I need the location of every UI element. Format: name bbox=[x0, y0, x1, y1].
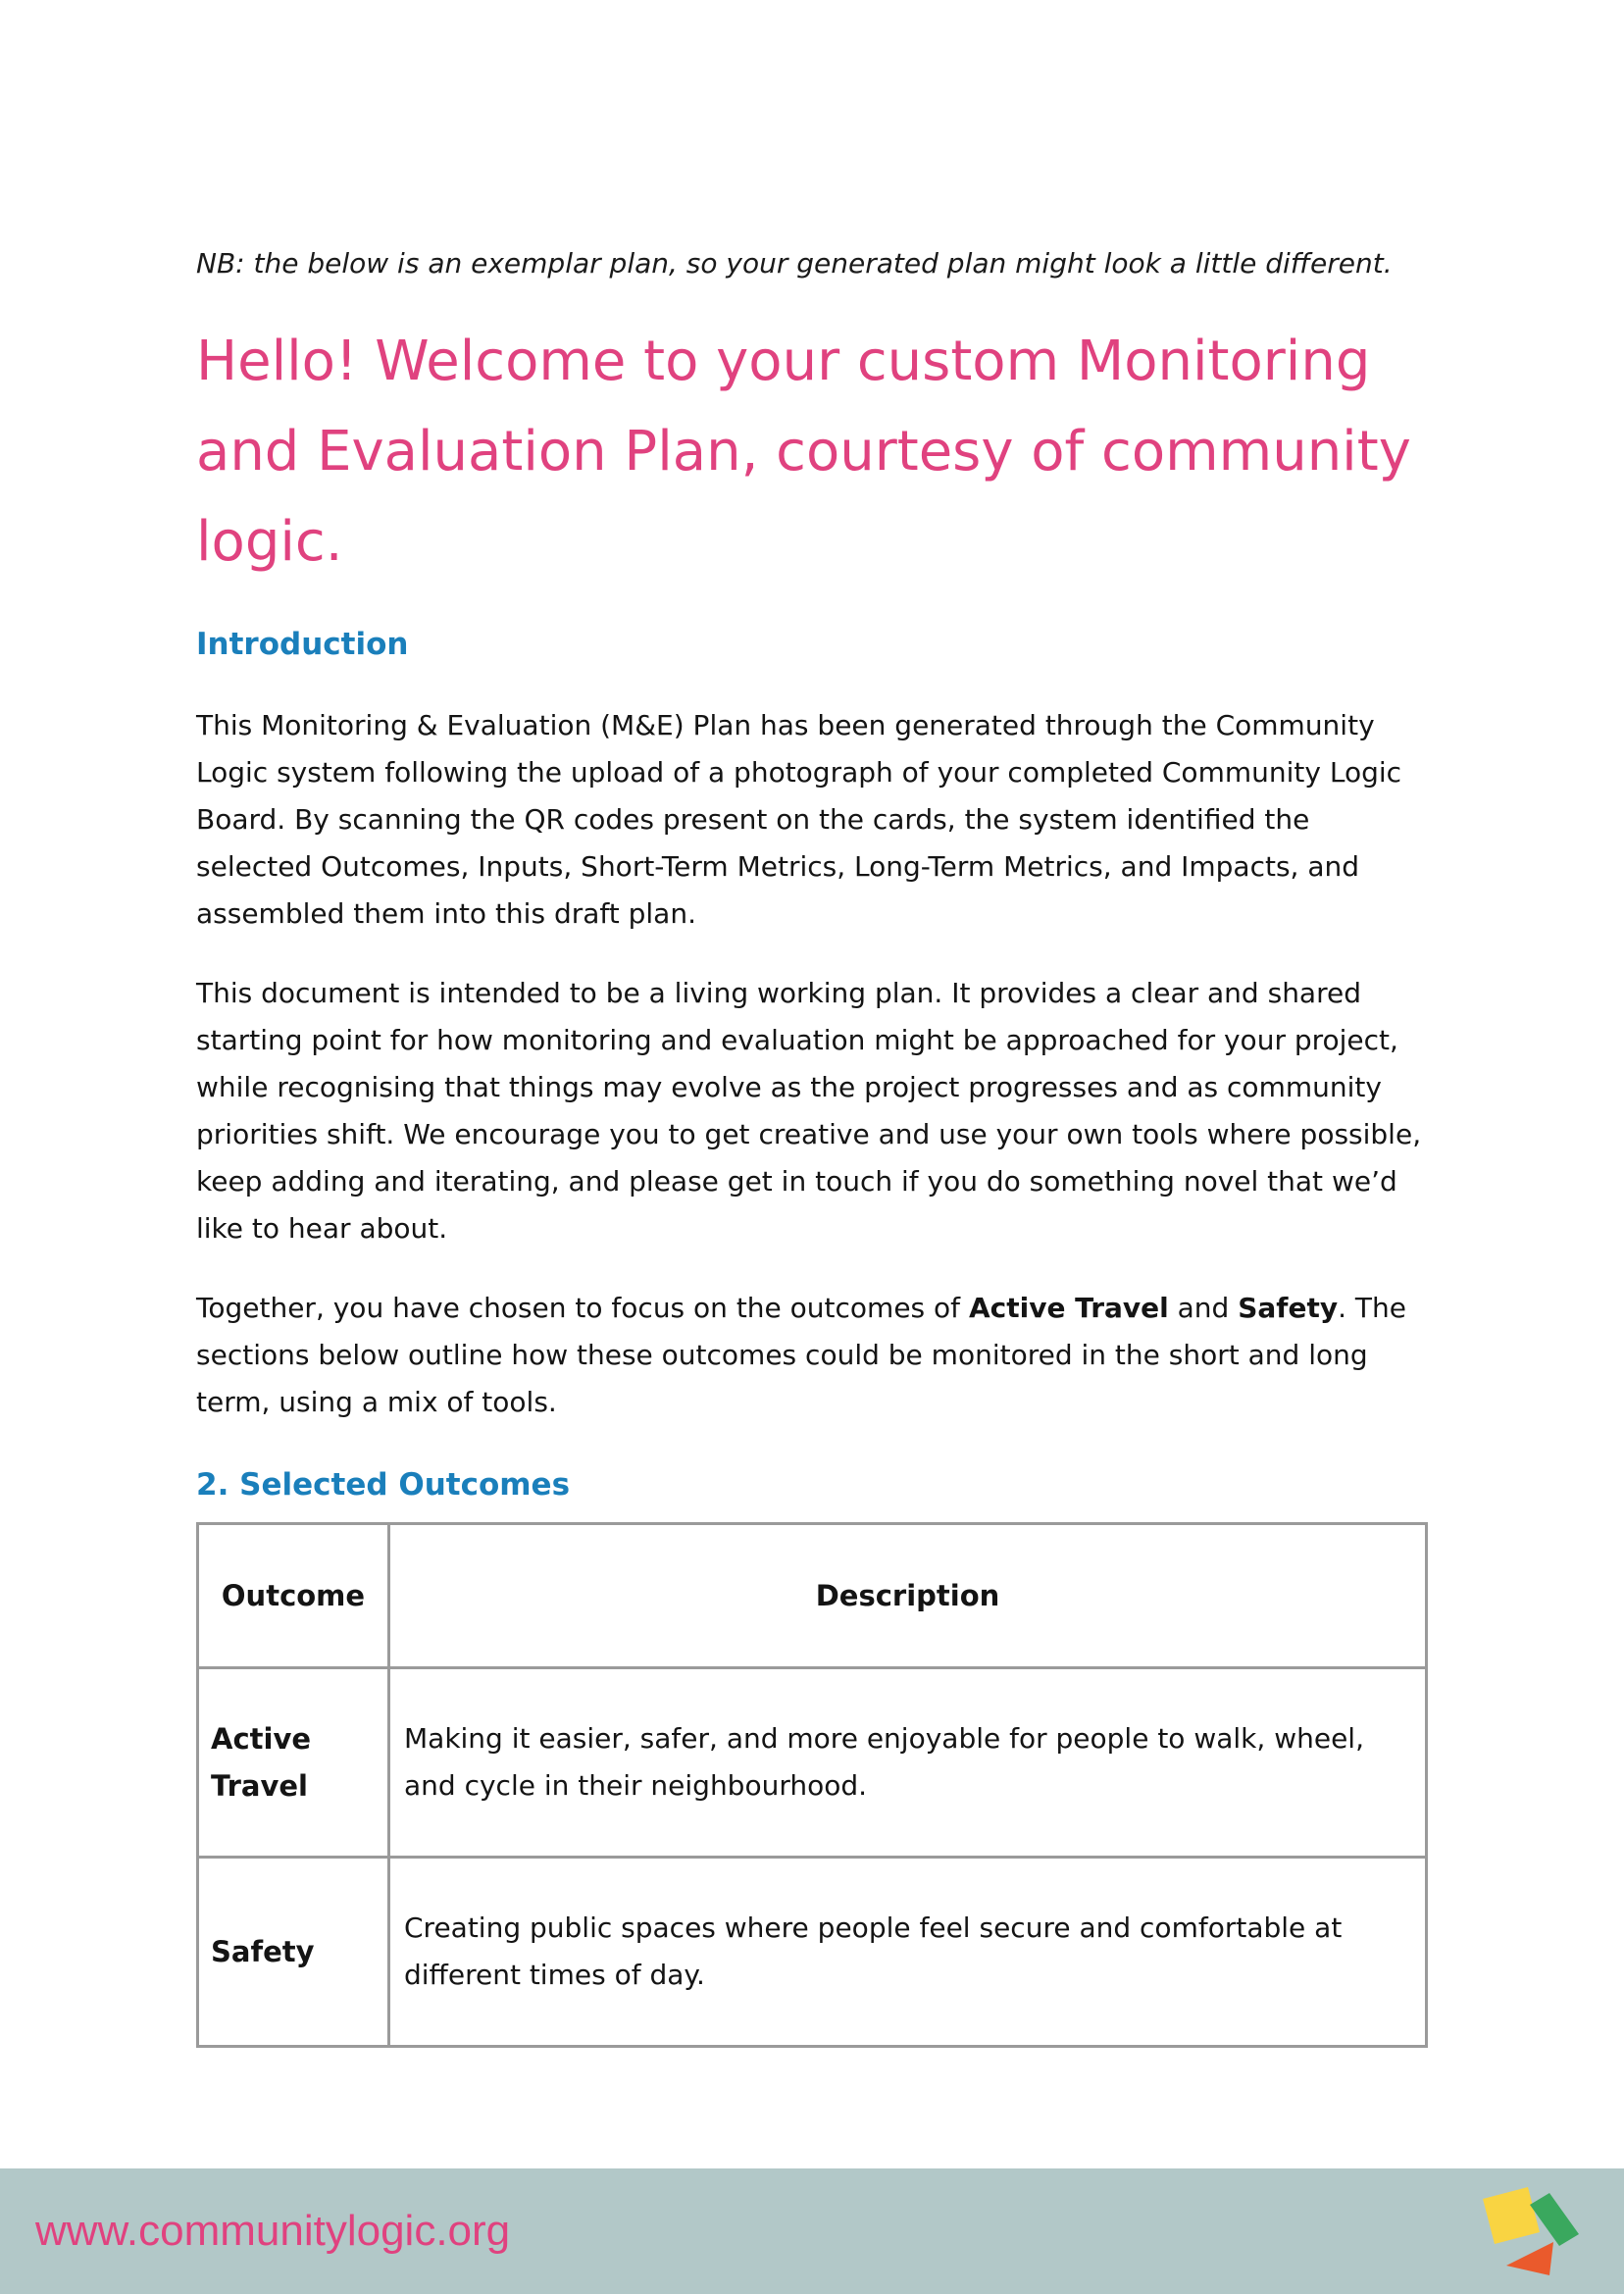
logo-yellow-shape bbox=[1483, 2187, 1540, 2244]
selected-outcomes-heading: 2. Selected Outcomes bbox=[196, 1467, 571, 1503]
page-title: Hello! Welcome to your custom Monitoring and Evaluation Plan, courtesy of community logic. bbox=[196, 330, 1411, 574]
table-row bbox=[198, 1668, 1427, 1858]
outcome-name-cell: Active Travel bbox=[198, 1668, 389, 1858]
outcome-active-travel-highlight: Active Travel bbox=[968, 1292, 1169, 1324]
exemplar-note: NB: the below is an exemplar plan, so your generated plan might look a little different. bbox=[196, 247, 1393, 280]
outcome-name-cell: Safety bbox=[198, 1858, 389, 2047]
table-row bbox=[198, 1858, 1427, 2047]
intro-paragraph-3-text: and bbox=[1168, 1292, 1239, 1324]
logo-orange-shape bbox=[1506, 2242, 1553, 2275]
website-link[interactable]: www.communitylogic.org bbox=[35, 2207, 511, 2255]
intro-paragraph-3-text: . The sections below outline how these outcomes could be monitored in the short and long term, using a mix of tools. bbox=[196, 1292, 1406, 1418]
outcome-safety-highlight: Safety bbox=[1238, 1292, 1339, 1324]
logo-green-shape bbox=[1530, 2193, 1579, 2246]
intro-paragraph-3 bbox=[196, 1285, 1428, 1426]
outcomes-table bbox=[196, 1522, 1428, 2048]
intro-paragraph-2: This document is intended to be a living working plan. It provides a clear and shared starting point for how monitoring and evaluation might be approached for your project, while recognising that things may evolve as the project progresses and as community priorities shift. We encourage you to get creative and use your own tools where possible, keep adding and iterating, and please get in touch if you do something novel that we’d like to hear about. bbox=[196, 977, 1422, 1245]
outcome-description-cell: Making it easier, safer, and more enjoyable for people to walk, wheel, and cycle in their neighbourhood. bbox=[389, 1668, 1427, 1858]
intro-paragraph-3-text: Together, you have chosen to focus on the outcomes of bbox=[196, 1292, 969, 1324]
page-footer bbox=[0, 2168, 1624, 2294]
document-body bbox=[196, 243, 1428, 2048]
community-logic-logo-icon bbox=[1471, 2177, 1599, 2294]
column-header-outcome: Outcome bbox=[198, 1524, 389, 1668]
table-header-row bbox=[198, 1524, 1427, 1668]
introduction-heading: Introduction bbox=[196, 627, 409, 662]
intro-paragraph-1: This Monitoring & Evaluation (M&E) Plan has been generated through the Community Logic system following the upload of a photograph of your completed Community Logic Board. By scanning the QR codes present on the cards, the system identified the selected Outcomes, Inputs, Short-Term Metrics, Long-Term Metrics, and Impacts, and assembled them into this draft plan. bbox=[196, 709, 1402, 930]
column-header-description: Description bbox=[389, 1524, 1427, 1668]
outcome-description-cell: Creating public spaces where people feel secure and comfortable at different times of day. bbox=[389, 1858, 1427, 2047]
